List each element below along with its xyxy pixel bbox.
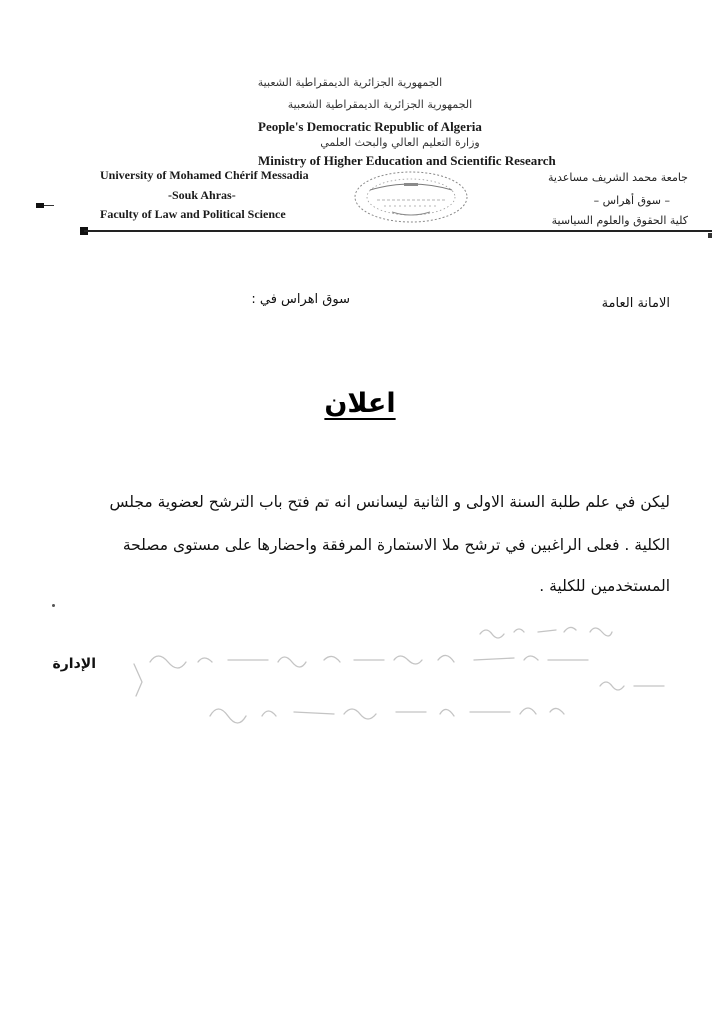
header-english-republic: People's Democratic Republic of Algeria [258, 119, 482, 134]
university-name-arabic: جامعة محمد الشريف مساعدية [548, 171, 688, 184]
city-name-arabic: – سوق أهراس – [593, 194, 670, 207]
header-arabic-ministry: وزارة التعليم العالي والبحث العلمي [320, 136, 480, 149]
announcement-body-line-1: ليكن في علم طلبة السنة الاولى و الثانية ليسانس انه تم فتح باب الترشح لعضوية مجلس [109, 493, 670, 511]
header-divider [84, 230, 712, 232]
faculty-name-english: Faculty of Law and Political Science [100, 207, 286, 221]
handwritten-note [130, 612, 720, 742]
university-emblem-icon [352, 170, 470, 224]
header-rule-end-right [708, 233, 712, 238]
header-arabic-republic-1: الجمهورية الجزائرية الديمقراطية الشعبية [257, 76, 443, 89]
date-line: سوق اهراس في : [251, 292, 350, 307]
header-english-ministry: Ministry of Higher Education and Scientific Research [258, 153, 556, 168]
scan-speck [52, 604, 55, 607]
margin-dash [44, 205, 54, 206]
city-name-english: -Souk Ahras- [168, 188, 236, 202]
header-arabic-republic-2: الجمهورية الجزائرية الديمقراطية الشعبية [287, 98, 473, 111]
faculty-name-arabic: كلية الحقوق والعلوم السياسية [551, 214, 688, 227]
general-secretariat-label: الامانة العامة [601, 296, 670, 311]
margin-mark [36, 203, 44, 208]
announcement-body-line-3: المستخدمين للكلية . [539, 577, 670, 595]
announcement-title: اعلان [324, 388, 396, 419]
announcement-body-line-2: الكلية . فعلى الراغبين في ترشح ملا الاستمارة المرفقة واحضارها على مستوى مصلحة [122, 536, 670, 554]
administration-signature: الإدارة [52, 656, 96, 672]
university-name-english: University of Mohamed Chérif Messadia [100, 168, 309, 182]
